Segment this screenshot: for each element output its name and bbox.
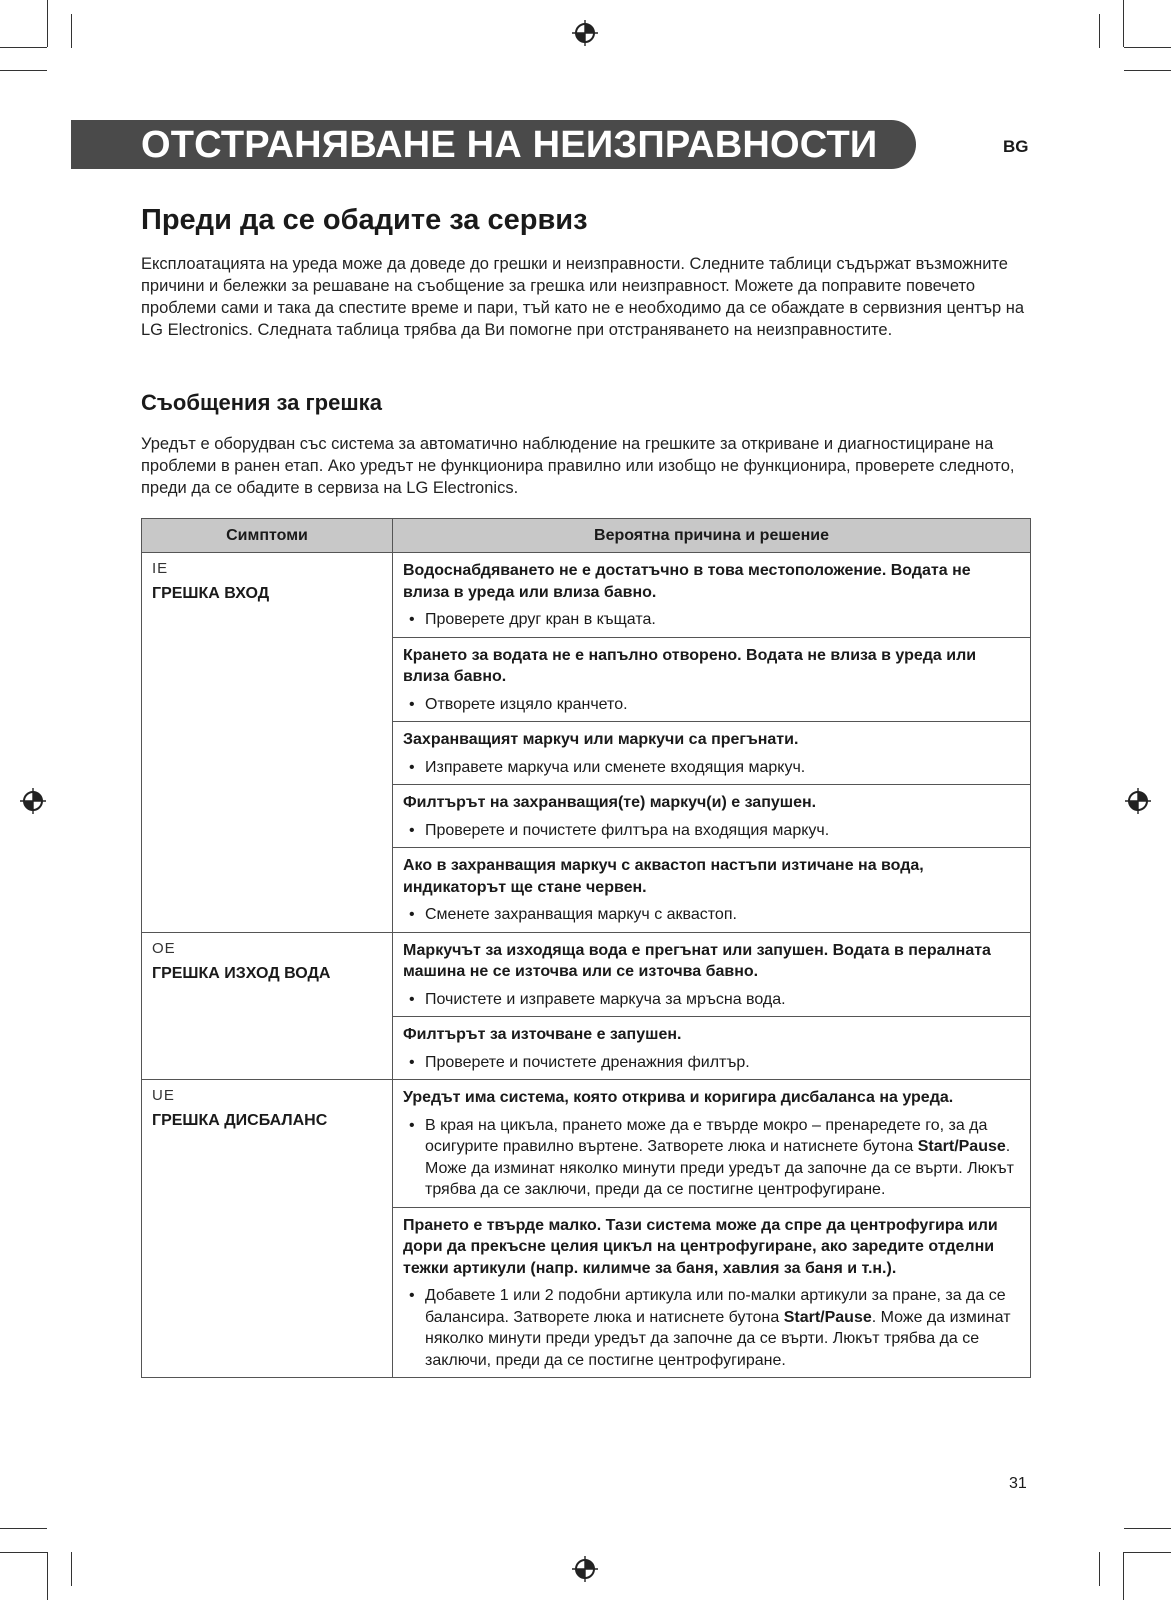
table-row (142, 932, 1031, 1017)
table-row (142, 1080, 1031, 1208)
registration-mark-icon (572, 20, 598, 46)
cause-title: Филтърът на захранващия(те) маркуч(и) е запушен. (403, 794, 817, 811)
crop-mark (71, 1552, 72, 1586)
bullet-icon: • (409, 1287, 415, 1304)
bullet-icon: • (409, 1053, 415, 1071)
solution-item (403, 1285, 1020, 1371)
symptom-cell (142, 553, 393, 933)
cause-title: Крането за водата не е напълно отворено. Водата не влиза в уреда или влиза бавно. (403, 646, 977, 685)
solution-item (403, 1115, 1020, 1201)
crop-mark (0, 1552, 47, 1553)
solution-button-name: Start/Pause (917, 1138, 1006, 1155)
crop-mark (1124, 1552, 1171, 1553)
table-row (142, 553, 1031, 638)
cause-cell (393, 637, 1031, 722)
page-number: 31 (1009, 1475, 1027, 1492)
solution-item (403, 904, 1020, 926)
crop-mark (1123, 0, 1124, 47)
solution-text: . Може да изминат няколко минути преди уредът да започне да се върти. Люкът трябва да се заключи, преди да се постигне центрофугиране. (425, 1138, 1014, 1198)
error-label: ГРЕШКА ИЗХОД ВОДА (152, 964, 331, 982)
cause-title: Уредът има система, която открива и коригира дисбаланса на уреда. (403, 1089, 954, 1106)
cause-title: Ако в захранващия маркуч с аквастоп настъпи изтичане на вода, индикаторът ще стане червен. (403, 857, 924, 896)
error-label: ГРЕШКА ВХОД (152, 585, 270, 602)
solution-text: Почистете и изправете маркуча за мръсна вода. (425, 990, 786, 1008)
bullet-icon: • (409, 611, 415, 628)
solution-text: Отворете изцяло кранчето. (425, 695, 628, 713)
bullet-icon: • (409, 990, 415, 1008)
cause-cell (393, 785, 1031, 848)
crop-mark (47, 0, 48, 47)
section-title: Преди да се обадите за сервиз (141, 204, 588, 236)
crop-mark (1099, 14, 1100, 48)
crop-mark (0, 47, 47, 48)
cause-cell (393, 1017, 1031, 1080)
solution-text: Изправете маркуча или сменете входящия маркуч. (425, 758, 806, 776)
chapter-banner (71, 120, 916, 169)
bullet-icon: • (409, 758, 415, 776)
cause-cell (393, 1080, 1031, 1208)
bullet-icon: • (409, 695, 415, 713)
solution-item (403, 609, 1020, 631)
error-code: UE (152, 1087, 175, 1104)
solution-text: Проверете и почистете дренажния филтър. (425, 1053, 750, 1071)
bullet-icon: • (409, 1116, 415, 1134)
cause-title: Водоснабдяването не е достатъчно в това местоположение. Водата не влиза в уреда или влиза бавно. (403, 562, 971, 601)
error-table (141, 518, 1031, 1378)
cause-cell (393, 932, 1031, 1017)
solution-text: Сменете захранващия маркуч с аквастоп. (425, 906, 737, 923)
solution-item (403, 757, 1020, 779)
crop-mark (0, 1528, 47, 1529)
crop-mark (1123, 1552, 1124, 1600)
crop-mark (1099, 1552, 1100, 1586)
crop-mark (1124, 1528, 1171, 1529)
error-label: ГРЕШКА ДИСБАЛАНС (152, 1112, 328, 1129)
crop-mark (0, 70, 47, 71)
solution-button-name: Start/Pause (783, 1308, 872, 1326)
column-header-symptoms: Симптоми (142, 519, 393, 553)
error-code: OE (152, 939, 176, 957)
table-header-row (142, 519, 1031, 553)
cause-title: Прането е твърде малко. Тази система може да спре да центрофугира или дори да прекъсне целия цикъл на центрофугиране, ако заредите отделни тежки артикули (напр. килимче за баня, хавлия за баня и т.н.). (403, 1216, 998, 1277)
symptom-cell (142, 932, 393, 1080)
bullet-icon: • (409, 821, 415, 839)
subsection-title: Съобщения за грешка (141, 390, 382, 415)
registration-mark-icon (20, 788, 46, 814)
language-label: BG (1003, 137, 1029, 156)
section-intro: Експлоатацията на уреда може да доведе до грешки и неизправности. Следните таблици съдържат възможните причини и бележки за решаване на съобщение за грешка или неизправност. Можете да поправите повечето проблеми сами и така да спестите време и пари, тъй като не е необходимо да се обаждате в сервизния център на LG Electronics. Следната таблица трябва да Ви помогне при отстраняването на неизправностите. (141, 255, 1025, 339)
solution-text: Добавете 1 или 2 подобни артикула или по-малки артикули за пране, за да се балансира. Затворете люка и натиснете бутона (425, 1287, 1006, 1326)
solution-item (403, 820, 1020, 842)
solution-item (403, 989, 1020, 1011)
solution-text: В края на цикъла, прането може да е твърде мокро – пренаредете го, за да осигурите правилно въртене. Затворете люка и натиснете бутона (425, 1116, 988, 1155)
cause-cell (393, 1207, 1031, 1378)
solution-item (403, 1052, 1020, 1074)
cause-title: Захранващият маркуч или маркучи са прегънати. (403, 731, 799, 748)
table-body (142, 553, 1031, 1378)
bullet-icon: • (409, 906, 415, 923)
subsection-intro: Уредът е оборудван със система за автоматично наблюдение на грешките за откриване и диагностициране на проблеми в ранен етап. Ако уредът не функционира правилно или изобщо не функционира, проверете следното, преди да се обадите в сервиза на LG Electronics. (141, 435, 1015, 497)
symptom-cell (142, 1080, 393, 1378)
error-code: IE (152, 560, 169, 577)
solution-item (403, 694, 1020, 716)
cause-cell (393, 553, 1031, 638)
registration-mark-icon (572, 1556, 598, 1582)
registration-mark-icon (1125, 788, 1151, 814)
chapter-title: ОТСТРАНЯВАНЕ НА НЕИЗПРАВНОСТИ (141, 124, 878, 166)
column-header-cause-solution: Вероятна причина и решение (393, 519, 1031, 553)
cause-title: Филтърът за източване е запушен. (403, 1026, 682, 1043)
solution-text: . Може да изминат няколко минути преди уредът да започне да се върти. Люкът трябва да се заключи, преди да се постигне центрофугиране. (425, 1308, 1011, 1369)
crop-mark (1124, 70, 1171, 71)
solution-text: Проверете друг кран в къщата. (425, 611, 656, 628)
crop-mark (1124, 47, 1171, 48)
crop-mark (71, 14, 72, 48)
cause-cell (393, 722, 1031, 785)
cause-cell (393, 848, 1031, 933)
solution-text: Проверете и почистете филтъра на входящия маркуч. (425, 821, 830, 839)
cause-title: Маркучът за изходяща вода е прегънат или запушен. Водата в пералната машина не се източва или се източва бавно. (403, 941, 991, 980)
crop-mark (47, 1552, 48, 1600)
